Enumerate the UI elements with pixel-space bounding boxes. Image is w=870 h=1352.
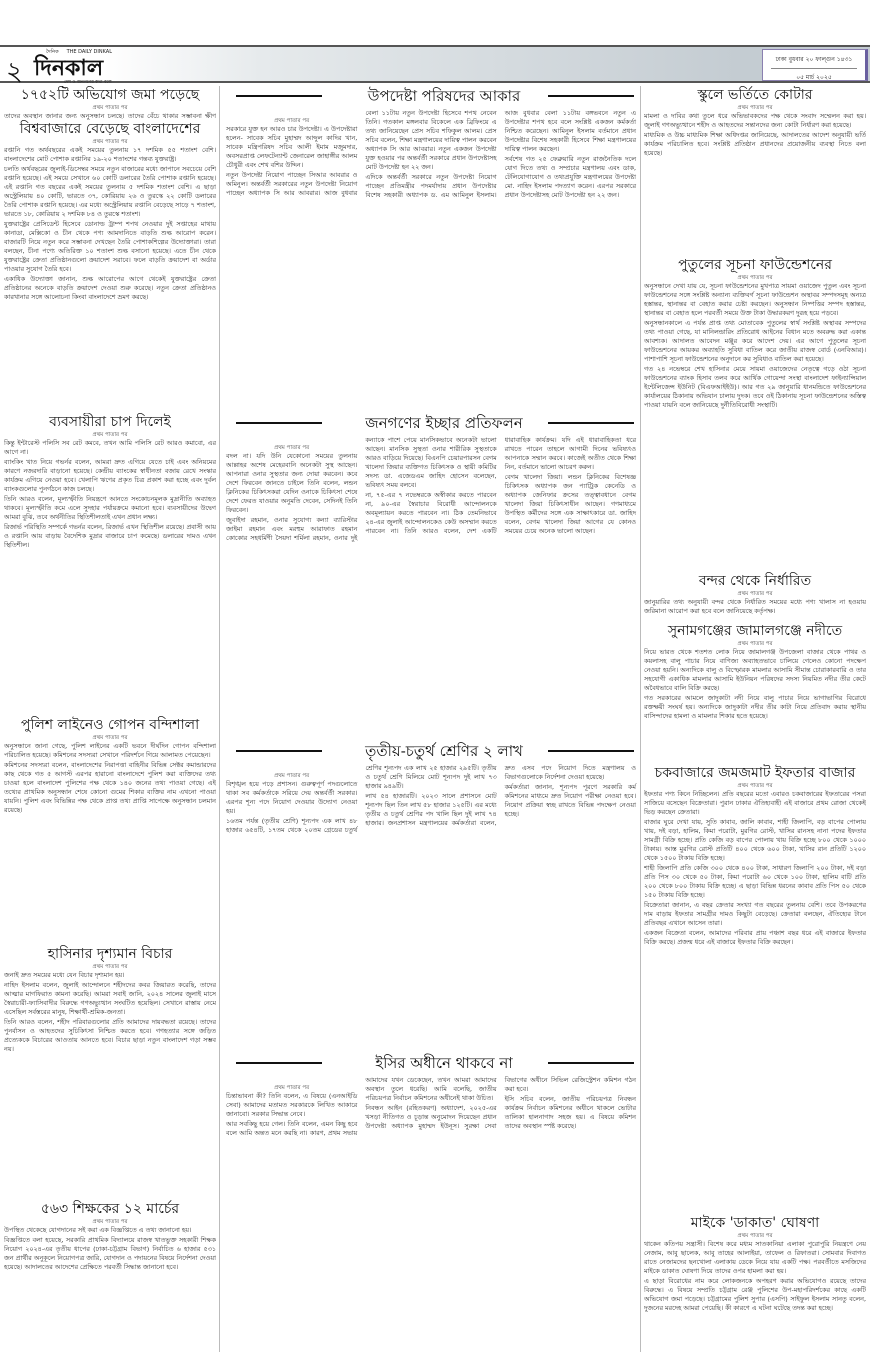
continued-from-front-page: প্রথম পাতার পর — [92, 735, 128, 741]
article-header — [224, 412, 638, 436]
date-english: ০৫ মার্চ ২০২৫ — [796, 74, 832, 81]
masthead — [0, 45, 870, 87]
article-paragraph: কর্মকর্তারা জানান, শূন্যপদ পূরণে সরকারি কর্ম কমিশনের মাধ্যমে দ্রুত নিয়োগ পরীক্ষা নেওয়া হবে। নিয়োগ প্রক্রিয়া স্বচ্ছ রাখতে বিভিন্ন পদক্ষেপ নেওয়া হচ্ছে। — [504, 783, 636, 818]
article-body — [224, 764, 638, 835]
article-paragraph: এ ছাড়া বিরোধের নাম করে লোকজনকে অপহরণ করার অভিযোগও রয়েছে তাদের বিরুদ্ধে। এ বিষয়ে সম্প্রতি চট্টগ্রাম রেঞ্জ পুলিশের উপ-মহাপরিদর্শকের কাছে একটি অভিযোগ জমা পড়েছে। চট্টগ্রামের পুলিশ সুপার (এসপি) সাইফুল ইসলাম সানতু বলেন, দুজনের মরদেহ আমরা পেয়েছি। কী কারণে এ ঘটনা ঘটেছে তদন্ত করা হচ্ছে। — [644, 1277, 866, 1312]
date-box — [762, 49, 868, 81]
article — [644, 572, 866, 622]
column-divider — [219, 86, 220, 1352]
article-paragraph: ব্যাংকিং খাত নিয়ে গভর্নর বলেন, আমরা দ্রুত এগিয়ে যেতে চাই এবং অনিয়মের কারণে নজরদারি বাড়ানো হয়েছে। কেন্দ্রীয় ব্যাংকের স্বাধীনতা বজায় রেখে সংস্কার কার্যক্রম এগিয়ে নেওয়া হবে। খেলাপি ঋণের প্রকৃত চিত্র প্রকাশ করা হচ্ছে এবং দুর্বল ব্যাংকগুলোর পুনর্গঠনে কাজ চলছে। — [4, 458, 216, 493]
article-paragraph: একাধিক উদ্যোক্তা জানান, শুল্ক আরোপের আগে থেকেই যুক্তরাষ্ট্রের ক্রেতা প্রতিষ্ঠানের অনেকে বাড়তি ক্রয়াদেশ দেওয়া শুরু করেছে। নতুন ক্রেতা প্রতিষ্ঠানও কারখানার সঙ্গে আলোচনা কিংবা বাংলাদেশে ভ্রমণ করছে। — [4, 275, 216, 301]
article-header — [224, 85, 638, 109]
article-paragraph: নিয়ে ভারত থেকে শতশত লোক নিয়ে জামালগঞ্জ উপজেলা বাজার থেকে পাথর ও কয়লাসহ বালু পাচার নিয়ে বাণিজ্য অব্যাহতভাবে চালিয়ে গেলেও কোনো পদক্ষেপ নেওয়া হয়নি। অন্যদিকে বালু ও বিস্ফোরক মামলার আসামি সীমান্ত চোরাকারবারি ও তার সহযোগী একাধিক মামলার আসামি ইউনিয়ন পরিষদের সদস্য নিয়মিত নদীর তীর কেটে অবৈধভাবে বালি বিক্রি করছে। — [644, 648, 866, 692]
logo-tagline: দেশ ও জনগণের কথা বলে — [64, 80, 112, 85]
article-headline: চকবাজারে জমজমাট ইফতার বাজার — [654, 765, 856, 781]
article-paragraph: ইসি সচিব বলেন, জাতীয় পরিচয়পত্র নিবন্ধন কার্যক্রম নির্বাচন কমিশনের অধীনে থাকলে ভোটার তালিকা হালনাগাদ সহজ হয়। এ বিষয়ে কমিশন তাদের অবস্থান স্পষ্ট করেছে। — [504, 1095, 636, 1130]
divider-rule — [236, 750, 322, 752]
article-headline: বন্দর থেকে নির্ধারিত — [698, 573, 812, 589]
article-paragraph: চিন্তাভাবনা কী? তিনি বলেন, এ বিষয়ে (এনআইডি সেবা) আমাদের মতামত সরকারকে লিখিত আকারে জানাবো। সরকার সিদ্ধান্ত নেবে। — [226, 1092, 358, 1118]
article-paragraph: বাজার ঘুরে দেখা যায়, সুতি কাবাব, জালি কাবাব, শাহী জিলাপি, বড় বাপের পোলায় খায়, দই বড়া, হালিম, কিমা পরোটা, মুরগির রোস্ট, খাসির রানসহ নানা পদের ইফতার সামগ্রী বিক্রি হচ্ছে। প্রতি কেজি বড় বাপের পোলায় খায় বিক্রি হচ্ছে ৮০০ থেকে ১০০০ টাকায়। আস্ত মুরগির রোস্ট প্রতিটি ৪০০ থেকে ৬০০ টাকা, খাসির রান প্রতিটি ১২০০ থেকে ১৫০০ টাকায় বিক্রি হচ্ছে। — [644, 818, 866, 862]
divider-rule — [548, 95, 634, 97]
logo-name: দিনকাল — [34, 55, 104, 81]
article-paragraph: সর্বশেষ গত ২৫ ফেব্রুয়ারি নতুন রাজনৈতিক দলে যোগ দিতে তথ্য ও সম্প্রচার মন্ত্রণালয় এবং ডাক, টেলিযোগাযোগ ও তথ্যপ্রযুক্তি মন্ত্রণালয়ের উপদেষ্টা মো. নাহিদ ইসলাম পদত্যাগ করেন। এরপর সরকারে প্রধান উপদেষ্টাসহ মোট উপদেষ্টা হন ২২ জন। — [504, 155, 636, 199]
article-headline: জনগণের ইচ্ছার প্রতিফলন — [365, 414, 523, 432]
continued-from-front-page: প্রথম পাতার পর — [92, 964, 128, 970]
continued-from-front-page: প্রথম পাতার পর — [92, 1219, 128, 1225]
article-body — [644, 598, 866, 616]
article-paragraph: উপস্থিত থেকেছে যোগদানের সই করা এক বিজ্ঞপ্তিতে এ তথ্য জানানো হয়। — [4, 1226, 192, 1234]
article-body — [4, 971, 216, 1054]
article-paragraph: আর সবকিছু হয়ে গেল। তিনি বলেন, এমন কিছু হবে বলে আমি অন্তত মনে করছি না। কারণ, প্রথম সভায় আমাদের যখন ডেকেছেন, তখন আমরা আমাদের অবস্থান তুলে ধরেছি। আমি বলেছি, জাতীয় পরিচয়পত্র নির্বাচন কমিশনের অধীনেই থাকা উচিত। — [226, 1076, 497, 1137]
article-headline: ৫৬৩ শিক্ষকের ১২ মার্চের — [40, 1201, 180, 1217]
divider-rule — [236, 1062, 322, 1064]
article-paragraph: তাদের অবস্থান জানার জন্য অনুসন্ধান চলছে। তাদের বেঁচে থাকার সম্ভাবনা ক্ষীণ — [4, 112, 216, 120]
article-body — [644, 648, 866, 721]
continued-from-front-page: প্রথম পাতার পর — [737, 641, 773, 647]
continued-from-front-page: প্রথম পাতার পর — [737, 105, 773, 111]
article — [4, 945, 216, 1200]
article — [644, 764, 866, 1214]
article-paragraph: মামলা ও দাবির কথা তুলে ধরে অভিভাবকদের পক্ষ থেকে সংবাদ সম্মেলন করা হয়। জুলাই গণঅভ্যুত্থানে শহীদ ও আহতদের সন্তানদের জন্য কোটা নির্ধারণ করা হয়েছে। — [644, 112, 866, 129]
article-paragraph: বিক্রেতারা জানান, এ বছর ক্রেতার সংখ্যা গত বছরের তুলনায় বেশি। তবে উপকরণের দাম বাড়ায় ইফতার সামগ্রীর দামও কিছুটা বেড়েছে। ক্রেতারা বলছেন, ঐতিহ্যের টানে প্রতিবছর এখানে আসেন তারা। — [644, 901, 866, 927]
article-paragraph: জুবাইদা রহমান, ওনার সুযোগ্য কন্যা ব্যারিস্টার জাইমা রহমান এবং মরহুম আরাফাত রহমান কোকোর সহধর্মিণী সৈয়দা শর্মিলা রহমান, ওনার দুই কন্যাকে পাশে পেয়ে মানসিকভাবে অনেকটা ভালো আছেন। মানসিক সুস্থতা ওনার শারীরিক সুস্থতাকে আরও বাড়িয়ে দিয়েছে। বিএনপি চেয়ারপারসন বেগম খালেদা জিয়ার ব্যক্তিগত চিকিৎসক ও স্থায়ী কমিটির সদস্য ডা. এজেডএম জাহিদ হোসেন বলেছেন, ভবিষ্যৎ সময় বলবে। — [226, 436, 497, 542]
article-paragraph: থাকেন কতিপয় সন্ত্রাসী। বিশেষ করে মধ্যম সাতকানিয়া এলাকা পুরোপুরি নিয়ন্ত্রণে নেয় নেজাম, আবু ছালেক, আবু তাহের আলাইয়া, তাফেল ও রিফাতরা। সোমবার দিবাগত রাতে নেজামদের ছনখোলা এলাকায় ডেকে নিয়ে যায় একটি পক্ষ। পরবর্তীতে মসজিদের মাইকে ডাকাত ঘোষণা দিয়ে তাদের ওপর হামলা করা হয়। — [644, 1240, 866, 1275]
divider-rule — [236, 95, 322, 97]
article-paragraph: রপ্তানি গত অর্থবছরের একই সময়ের তুলনায় ১৭ দশমিক ৫৫ শতাংশ বেশি। বাংলাদেশের মোট পোশাক রপ্তানির ১৯-২০ শতাংশের গন্তব্য যুক্তরাষ্ট্র। — [4, 146, 216, 163]
article-paragraph: বদল না। যদি উনি যেকোনো সময়ের তুলনায় আল্লাহর অশেষ মেহেরবানি অনেকটা সুস্থ আছেন। আপনারা ওনার সুস্থতার জন্য দোয়া করবেন। কবে দেশে ফিরবেন জানতে চাইলে তিনি বলেন, লন্ডন ক্লিনিকের চিকিৎসকরা যেদিন ওনাকে চিকিৎসা শেষে দেশে ফেরত যাওয়ার অনুমতি দেবেন, সেদিনই তিনি ফিরবেন। — [226, 452, 358, 514]
continued-from-front-page: প্রথম পাতার পর — [737, 275, 773, 281]
article-headline: সুনামগঞ্জের জামালগঞ্জে নদীতে — [667, 623, 843, 639]
article-headline: স্কুলে ভর্তিতে কোটার — [697, 87, 813, 103]
article — [224, 412, 638, 738]
article — [4, 1200, 216, 1352]
article-headline: ইসির অধীনে থাকবে না — [375, 1054, 513, 1072]
continued-from-front-page: প্রথম পাতার পর — [737, 591, 773, 597]
article-paragraph: অনুসন্ধানকালে এ পর্যন্ত প্রাপ্ত তথ্য মোতাবেক পুতুলের স্বার্থ সংশ্লিষ্ট অস্থাবর সম্পদের তথ্য পাওয়া গেছে, যা মানিলন্ডারিং প্রতিরোধ আইনের বিধান মতে অবরুদ্ধ করা একান্ত আবশ্যক। আদালত আবেদন মঞ্জুর করে আদেশ দেয়। এর আগে পুতুলের সূচনা ফাউন্ডেশনের আয়কর অব্যাহতি সুবিধা বাতিল করে জাতীয় রাজস্ব বোর্ড (এনবিআর)। পাশাপাশি সূচনা ফাউন্ডেশনের অনুদানে কর সুবিধাও বাতিল করা হয়েছে। — [644, 319, 866, 363]
article-body — [644, 790, 866, 947]
article — [644, 256, 866, 572]
article-headline: পুলিশ লাইনেও গোপন বন্দিশালা — [20, 717, 200, 733]
article — [4, 86, 216, 120]
article-paragraph: বিজ্ঞপ্তিতে বলা হয়েছে, সরকারি প্রাথমিক বিদ্যালয়ে রাজস্ব খাতভুক্ত সহকারী শিক্ষক নিয়োগ ২০২৪-এর তৃতীয় ধাপের (ঢাকা-চট্টগ্রাম বিভাগ) নির্বাচিত ৬ হাজার ৫৩১ জন প্রার্থীর অনুকূলে নিয়োগপত্র জারি, যোগদান ও পদায়নের বিষয়ে নির্দেশনা দেওয়া হয়েছে। আদালতের আদেশের প্রেক্ষিতে পরবর্তী সিদ্ধান্ত জানানো হবে। — [4, 1236, 216, 1271]
article-paragraph: ইফতার পণ্য কিনে নিচ্ছিলেন। প্রতি বছরের মতো এবারও চকবাজারের ইফতারের পসরা সাজিয়ে বসেছেন বিক্রেতারা। পুরান ঢাকার ঐতিহ্যবাহী এই বাজারে প্রথম রোজা থেকেই ভিড় করছেন ক্রেতারা। — [644, 790, 866, 816]
article — [4, 716, 216, 944]
article-paragraph: নিবন্ধন আইন (রহিতকরণ) অধ্যাদেশ, ২০২৫-এর খসড়া নীতিগত ও চূড়ান্ত অনুমোদন দিয়েছেন প্রধান উপদেষ্টা অধ্যাপক মুহাম্মদ ইউনূস। সুরক্ষা সেবা বিভাগের অধীনে সিভিল রেজিস্ট্রেশন কমিশন গঠন করা হবে। — [365, 1076, 636, 1130]
article-paragraph: অনুসন্ধানে দেখা যায় যে, সূচনা ফাউন্ডেশনের মুখপাত্র সায়মা ওয়াজেদ পুতুল এবং সূচনা ফাউন্ডেশনের সঙ্গে সংশ্লিষ্ট অন্যান্য ব্যক্তিবর্গ সূচনা ফাউন্ডেশন অস্থাবর সম্পদসমূহ অন্যত্র হস্তান্তর, স্থানান্তর বা বেহাত করার চেষ্টা করছেন। অনুসন্ধান নিষ্পত্তির সম্পদ হস্তান্তর, স্থানান্তর বা বেহাত হলে পরবর্তী সময়ে উক্ত টাকা উদ্ধারকরণ দুরূহ হয়ে পড়বে। — [644, 282, 866, 317]
article-paragraph: গত সরকারের আমলে জাদুকাটা নদী নিয়ে বালু পাচার নিয়ে ভাগাভাগির বিরোধে রক্তক্ষয়ী সংঘর্ষ হয়। অন্যদিকে জাদুকাটা নদীর তীর কাটা নিয়ে প্রতিবাদ করায় স্থানীয় বাসিন্দাদের হামলা ও মামলার শিকার হতে হয়েছে। — [644, 694, 866, 720]
article-paragraph: একজন বিক্রেতা বলেন, আমাদের পরিবার প্রায় পঞ্চাশ বছর ধরে এই বাজারে ইফতার বিক্রি করছে। প্রজন্ম ধরে এই বাজারে ইফতার বিক্রি করছেন। — [644, 929, 866, 946]
article-body — [4, 112, 216, 120]
article-paragraph: অনুসন্ধানে জানা গেছে, পুলিশ লাইনের একটি ভবনে দীর্ঘদিন গোপন বন্দিশালা পরিচালিত হয়েছে। কমিশনের সদস্যরা সেখানে পরিদর্শনে গিয়ে আলামত পেয়েছেন। — [4, 742, 216, 759]
continued-from-front-page: প্রথম পাতার পর — [92, 105, 128, 111]
article — [644, 86, 866, 254]
continued-from-front-page: প্রথম পাতার পর — [737, 783, 773, 789]
article-body — [644, 112, 866, 158]
article-paragraph: বিশৃঙ্খল হয়ে পড়ে প্রশাসন। গুরুত্বপূর্ণ পদগুলোতে থাকা সব কর্মকর্তাকে সরিয়ে দেয় অন্তর্বর্তী সরকার। এরপর শূন্য পদে নিয়োগ দেওয়ার উদ্যোগ নেওয়া হয়। — [226, 780, 358, 815]
article — [224, 1052, 638, 1352]
article-paragraph: নাহিদ ইসলাম বলেন, জুলাই আন্দোলনে শহীদদের কবর জিয়ারত করেছি, তাদের আত্মার মাগফিরাত কামনা করেছি। আমরা সবাই জানি, ২০২৪ সালের জুলাই মাসে স্বৈরাচারী-ফ্যাসিবাদীর বিরুদ্ধে গণঅভ্যুত্থান সংঘটিত হয়েছিল। সেখানে রাস্তায় নেমে এসেছিল সর্বস্তরের মানুষ, শিক্ষার্থী-শ্রমিক-জনতা। — [4, 981, 216, 1016]
logo-english: THE DAILY DINKAL — [66, 49, 113, 55]
page-number: ২ — [6, 57, 23, 87]
continued-from-front-page: প্রথম পাতার পর — [737, 1233, 773, 1239]
logo-prefix: দৈনিক — [46, 49, 59, 55]
article-body — [4, 1226, 216, 1272]
article-body — [4, 439, 216, 550]
article-headline: বিশ্ববাজারে বেড়েছে বাংলাদেশের — [19, 121, 201, 137]
article-body — [224, 109, 638, 200]
article-paragraph: কমিশনের সদস্যরা বলেন, বাংলাদেশের নিরাপত্তা বাহিনীর বিভিন্ন সেক্টর কমান্ডারদের কাছ থেকে গত ৫ আগস্ট এরপর হারানো বাংলাদেশে পুলিশ করা ব্যক্তিদের তথ্য চাওয়া হলে বাংলাদেশ পুলিশের পক্ষ থেকে ১৪০ জনের তথ্য পাওয়া গেছে। এই তথ্যের প্রাথমিক অনুসন্ধান শেষে কোনো গুমের শিকার ব্যক্তির নাম এখনো পাওয়া যায়নি। পুলিশ এবং বিভিন্নির পক্ষ থেকে প্রাপ্ত তথ্য প্রাপ্তি সাপেক্ষে অনুসন্ধান চলমান রয়েছে। — [4, 761, 216, 814]
article-paragraph: এদিকে অন্তর্বর্তী সরকারে নতুন উপদেষ্টা নিয়োগ পাচ্ছেন প্রতিমন্ত্রীর পদমর্যাদায় প্রধান উপদেষ্টার বিশেষ সহকারী অধ্যাপক ড. এম আমিনুল ইসলাম। আজ বুধবার বেলা ১১টায় বঙ্গভবনে নতুন এ উপদেষ্টার শপথ হবে বলে সংশ্লিষ্ট একজন কর্মকর্তা নিশ্চিত করেছেন। আমিনুল ইসলাম বর্তমানে প্রধান উপদেষ্টার বিশেষ সহকারী হিসেবে শিক্ষা মন্ত্রণালয়ের দায়িত্ব পালন করছেন। — [365, 109, 636, 199]
article-headline: ব্যবসায়ীরা চাপ দিলেই — [49, 414, 171, 430]
divider-rule — [236, 422, 322, 424]
continued-from-front-page: প্রথম পাতার পর — [92, 139, 128, 145]
article-headline: উপদেষ্টা পরিষদের আকার — [367, 87, 521, 105]
article — [4, 120, 216, 412]
article — [224, 85, 638, 410]
article-body — [224, 1076, 638, 1138]
article-paragraph: যুক্তরাষ্ট্রের প্রেসিডেন্ট হিসেবে ডোনাল্ড ট্রাম্প শপথ নেওয়ার দুই সপ্তাহের মাথায় কানাডা, মেক্সিকো ও চীন থেকে পণ্য আমদানিতে বাড়তি শুল্ক আরোপ করেন। বাজারটি নিয়ে নতুন করে সম্ভাবনা দেখছেন তৈরি পোশাকশিল্পের উদ্যোক্তারা। তারা বলছেন, চীনা পণ্যে অতিরিক্ত ১০ শতাংশ শুল্ক বসানো হয়েছে। এতে চীন থেকে যুক্তরাষ্ট্রের ক্রেতা প্রতিষ্ঠানগুলো ক্রয়াদেশ সরাবে। ফলে বাড়তি ক্রয়াদেশ বা অর্ডার পাওয়ার সুযোগ তৈরি হবে। — [4, 220, 216, 273]
newspaper-logo — [34, 49, 124, 86]
continued-from-front-page: প্রথম পাতার পর — [274, 445, 310, 451]
article-paragraph: তিনি আরও বলেন, শহীদ পরিবারগুলোর প্রতি আমাদের দায়বদ্ধতা রয়েছে। তাদের পুনর্বাসন ও আহতদের সুচিকিৎসা নিশ্চিত করতে হবে। গণহত্যার সঙ্গে জড়িত প্রত্যেককে বিচারের আওতায় আনতে হবে। বিচার ছাড়া নতুন বাংলাদেশ গড়া সম্ভব নয়। — [4, 1018, 216, 1053]
article-headline: তৃতীয়-চতুর্থ শ্রেণির ২ লাখ — [365, 742, 523, 760]
article-paragraph: নতুন উপদেষ্টা নিয়োগ পাচ্ছেন সিআর আবরার ও অমিনুল। অন্তর্বর্তী সরকারের নতুন উপদেষ্টা নিয়োগ পাচ্ছেন অধ্যাপক সি আর আবরার। আজ বুধবার বেলা ১১টায় নতুন উপদেষ্টা হিসেবে শপথ নেবেন তিনি। গতকাল মঙ্গলবার বিকেলে এক ব্রিফিংয়ে এ তথ্য জানিয়েছেন প্রেস সচিব শফিকুল আলম। প্রেস সচিব বলেন, শিক্ষা মন্ত্রণালয়ের দায়িত্ব পালন করবেন অধ্যাপক সি আর আবরার। নতুন একজন উপদেষ্টা যুক্ত হওয়ার পর অন্তর্বর্তী সরকারে প্রধান উপদেষ্টাসহ মোট উপদেষ্টা হন ২২ জন। — [226, 109, 497, 197]
article-headline: ১৭৫২টি অভিযোগ জমা পড়েছে — [20, 87, 200, 103]
article-header — [224, 740, 638, 764]
article-paragraph: ১৬তম পর্যন্ত (তৃতীয় শ্রেণি) শূন্যপদ এক লাখ ৪৮ হাজার ৬৫৪টি, ১৭তম থেকে ২০তম গ্রেডের চতুর্থ শ্রেণির শূন্যপদ এক লাখ ২৫ হাজার ২৯৫টি। তৃতীয় ও চতুর্থ শ্রেণি মিলিয়ে মোট শূন্যপদ দুই লাখ ৭৩ হাজার ৯৪৯টি। — [226, 764, 497, 834]
article-body — [644, 282, 866, 410]
divider-rule — [548, 750, 634, 752]
article-body — [644, 1240, 866, 1313]
divider-rule — [548, 422, 634, 424]
article-body — [4, 742, 216, 815]
article — [4, 413, 216, 715]
article — [224, 740, 638, 1050]
divider-rule — [548, 1062, 634, 1064]
article-header — [224, 1052, 638, 1076]
article-paragraph: জনাই দ্রুত সময়ের মধ্যে যেন বিচার দৃশ্যমান হয়। — [4, 971, 125, 979]
article-paragraph: কিন্তু ইন্টারেস্ট পলিসি সব রেট কমবে, তখন আমি পলিসি রেট আরও কমাবো, এর আগে না। — [4, 439, 216, 456]
article-paragraph: তিনি আরও বলেন, মূল্যস্ফীতি নিয়ন্ত্রণে আনতে সংকোচনমূলক মুদ্রানীতি অব্যাহত থাকবে। মূল্যস্ফীতি কমে এলে সুদহার পর্যায়ক্রমে কমানো হবে। ব্যবসায়ীদের উদ্বেগ আমরা বুঝি, তবে অর্থনীতির স্থিতিশীলতাই এখন প্রধান লক্ষ্য। — [4, 495, 216, 521]
article-paragraph: সরকারে যুক্ত হন আরও চার উপদেষ্টা। এ উপদেষ্টারা হলেন- সাবেক সচিব মুহাম্মদ আব্দুল কাদির খান, সাবেক মন্ত্রিপরিষদ সচিব আলী ইমাম মজুমদার, অবসরপ্রাপ্ত লেফটেন্যান্ট জেনারেল জাহাঙ্গীর আলম চৌধুরী এবং শেখ বশির উদ্দিন। — [226, 125, 358, 169]
article-paragraph: শাহী জিলাপি প্রতি কেজি ৩০০ থেকে ৪০০ টাকা, সাধারণ জিলাপি ২০০ টাকা, দই বড়া প্রতি পিস ৩০ থেকে ৫০ টাকা, কিমা পরোটা ৬০ থেকে ১০০ টাকা, হালিম বাটি প্রতি ২০০ থেকে ৮০০ টাকায় বিক্রি হচ্ছে। এ ছাড়া বিভিন্ন ধরনের কাবাব প্রতি পিস ৫০ থেকে ১৫০ টাকায় বিক্রি হচ্ছে। — [644, 864, 866, 899]
article-body — [4, 146, 216, 302]
article-headline: পুতুলের সূচনা ফাউন্ডেশনের — [678, 257, 832, 273]
continued-from-front-page: প্রথম পাতার পর — [274, 773, 310, 779]
article-headline: মাইকে 'ডাকাত' ঘোষণা — [690, 1215, 820, 1231]
article-paragraph: লাখ ৫৪ হাজারটি। ২০২৩ সালে প্রশাসনে মোট শূন্যপদ ছিল তিন লাখ ৫৮ হাজার ১২৫টি। এর মধ্যে তৃতীয় ও চতুর্থ শ্রেণির পদ খালি ছিল দুই লাখ ৭৪ হাজার। জনপ্রশাসন মন্ত্রণালয়ের কর্মকর্তারা বলেন, দ্রুত এসব পদে নিয়োগ দিতে মন্ত্রণালয় ও বিভাগগুলোকে নির্দেশনা দেওয়া হয়েছে। — [365, 764, 636, 827]
column-divider — [640, 86, 641, 1352]
continued-from-front-page: প্রথম পাতার পর — [274, 118, 310, 124]
article-paragraph: জানুয়ারির তথ্য অনুযায়ী বন্দর থেকে নির্ধারিত সময়ের মধ্যে পণ্য খালাস না হওয়ায় জরিমানা আরোপ করা হবে বলে জানিয়েছে কর্তৃপক্ষ। — [644, 598, 866, 615]
continued-from-front-page: প্রথম পাতার পর — [92, 432, 128, 438]
article-headline: হাসিনার দৃশ্যমান বিচার — [47, 946, 173, 962]
article-paragraph: না, ৭৫-এর ৭ নভেম্বরকে অস্বীকার করতে পারবেন না, ৯০-এর স্বৈরাচার বিরোধী আন্দোলনকে অবমূল্যায়ন করতে পারবেন না। ঠিক তেমনিভাবে ২৪-এর জুলাই আন্দোলনকেও কেউ অসম্মান করতে পারবেন না। তিনি আরও বলেন, দেশ একটি ধারাবাহিক কার্যক্রম। যদি এই ধারাবাহিকতা ধরে রাখতে পারেন তাহলে আগামী দিনের ভবিষ্যৎও আপনাকে সম্মান করবে। কাজেই অতীত থেকে শিক্ষা নিন, বর্তমানে ভালো আচরণ করুন। — [365, 436, 636, 535]
article-paragraph: মাধ্যমিক ও উচ্চ মাধ্যমিক শিক্ষা অধিদপ্তর জানিয়েছে, আদালতের আদেশ অনুযায়ী ভর্তি কার্যক্রম পরিচালিত হবে। সংশ্লিষ্ট প্রতিষ্ঠান প্রধানদের প্রয়োজনীয় ব্যবস্থা নিতে বলা হয়েছে। — [644, 131, 866, 157]
article-paragraph: চলতি অর্থবছরের জুলাই-ডিসেম্বর সময়ে নতুন বাজারের মধ্যে জাপানে সবচেয়ে বেশি রপ্তানি হয়েছে। এই সময়ে সেখানে ৬০ কোটি ডলারের তৈরি পোশাক রপ্তানি হয়েছে। এই রপ্তানি গত বছরের একই সময়ের তুলনায় ৫ দশমিক শতাংশ বেশি। এ ছাড়া অস্ট্রেলিয়ায় ৪০ কোটি, ভারতে ৩৭, কোরিয়ায় ২৬ ও তুরস্কে ২২ কোটি ডলারের তৈরি পোশাক রপ্তানি হয়েছে। এর মধ্যে অস্ট্রেলিয়ায় রপ্তানি বেড়েছে সাড়ে ৭ শতাংশ, ভারতে ১৮, কোরিয়ায় ২ দশমিক ৮৪ ও তুরস্কে শতাংশ। — [4, 165, 216, 218]
article-paragraph: গত ২৪ নভেম্বরে শেখ হাসিনার মেয়ে সায়মা ওয়াজেদের নেতৃত্বে গড়ে ওঠা সূচনা ফাউন্ডেশনের ব্যাংক হিসাব তলব করে আর্থিক গোয়েন্দা সংস্থা বাংলাদেশ ফাইন্যান্সিয়াল ইন্টেলিজেন্স ইউনিট (বিএফআইইউ)। আর গত ২৯ জানুয়ারি ধানমন্ডিতে ফাউন্ডেশনের কার্যালয়ের ঠিকানায় অভিযান চালায় দুদক। তবে ওই ঠিকানায় সূচনা ফাউন্ডেশনের অস্তিত্ব পাওয়া যায়নি বলে জানিয়েছে দুর্নীতিবিরোধী সংস্থাটি। — [644, 365, 866, 409]
article — [644, 622, 866, 764]
date-bengali: ঢাকা বুধবার ২০ ফাল্গুন ১৪৩১ — [771, 54, 857, 69]
article-paragraph: বেগম খালেদা জিয়া। লন্ডন ক্লিনিকের বিশেষজ্ঞ চিকিৎসক অধ্যাপক জন প্যাট্রিক কেনেডি ও অধ্যাপক জেনিফার ক্রসের তত্ত্বাবধানে বেগম খালেদা জিয়া চিকিৎসাধীন আছেন। গণমাধ্যমে উপস্থিত কর্মীদের সঙ্গে এক সাক্ষাৎকারে ডা. জাহিদ বলেন, বেগম খালেদা জিয়া আগের যে কোনও সময়ের চেয়ে অনেক ভালো আছেন। — [504, 473, 636, 535]
article — [644, 1214, 866, 1352]
article-paragraph: রিজার্ভ পরিস্থিতি সম্পর্কে গভর্নর বলেন, রিজার্ভ এখন স্থিতিশীল রয়েছে। প্রবাসী আয় ও রপ্তানি আয় বাড়ায় বৈদেশিক মুদ্রার বাজারে চাপ কমেছে। ডলারের দামও এখন স্থিতিশীল। — [4, 523, 216, 549]
continued-from-front-page: প্রথম পাতার পর — [274, 1085, 310, 1091]
article-body — [224, 436, 638, 543]
